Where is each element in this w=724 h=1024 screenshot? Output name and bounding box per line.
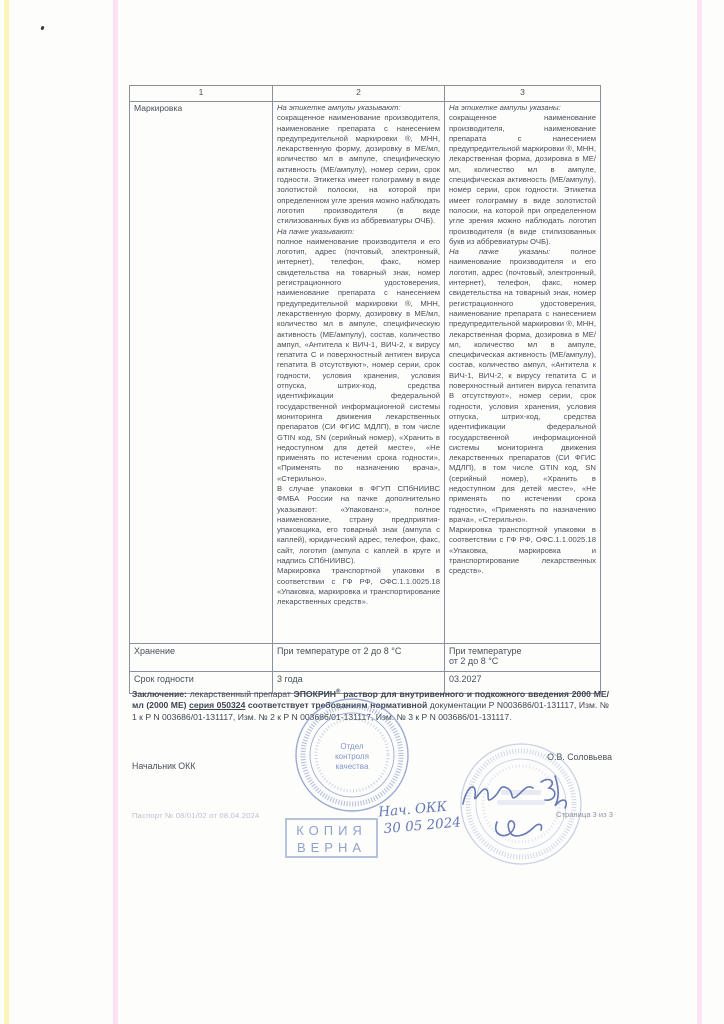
header-col-2: 2 bbox=[273, 86, 445, 102]
marking-label: Маркировка bbox=[130, 102, 273, 644]
header-col-3: 3 bbox=[445, 86, 601, 102]
handwritten-note bbox=[378, 798, 462, 839]
batch-number: серия 050324 bbox=[189, 700, 246, 711]
marking-col3-heading1: На этикетке ампулы указаны: bbox=[449, 103, 561, 112]
qc-stamp-text-2: контроля bbox=[335, 752, 369, 761]
marking-col3-heading2: На пачке указаны: bbox=[449, 247, 551, 257]
storage-col2: При температуре от 2 до 8 °С bbox=[273, 644, 445, 672]
storage-col3: При температуре от 2 до 8 °С bbox=[445, 644, 601, 672]
signer-position-title: Начальник ОКК bbox=[132, 761, 196, 771]
registered-mark: ® bbox=[335, 689, 341, 695]
marking-col2-heading2: На пачке указывают: bbox=[277, 226, 355, 236]
scan-speck bbox=[40, 26, 44, 31]
passport-reference: Паспорт № 08/01/02 от 08.04.2024 bbox=[132, 811, 260, 820]
marking-col2-cell bbox=[273, 102, 445, 644]
conclusion-paragraph: Заключение: лекарственный препарат ЭПОКРИН® раствор для внутривенного и подкожного введения 2000 МЕ/мл (2000 МЕ) серия 050324 соответствует требованиям нормативной документации Р N003686/01-131117, Изм. № 1 к Р N 003686/01-131117, Изм. № 2 к Р N 003686/01-131117, Изм. № 3 к Р N 003686/01-131117. bbox=[132, 688, 610, 723]
signer-name: О.В. Соловьева bbox=[547, 752, 612, 762]
page-indicator: Страница 3 из 3 bbox=[556, 810, 613, 819]
handwritten-note-line1: Нач. ОКК bbox=[377, 798, 448, 821]
handwritten-note-line2: 30 05 2024 bbox=[383, 814, 462, 838]
marking-col2-para3: В случае упаковки в ФГУП СПбНИИВС ФМБА России на пачке дополнительно указывают: «Упаковано:», полное наименование, страну предприятия-упаковщика, его товарный знак (ампула с каплей), юридический адрес, телефон, факс, сайт, логотип (ампула с каплей в круге и надпись СПбНИИВС). bbox=[277, 483, 440, 566]
header-col-1: 1 bbox=[130, 86, 273, 102]
scan-band-pink-right bbox=[697, 0, 702, 1024]
shelf-life-label: Срок годности bbox=[130, 672, 273, 694]
marking-col3-cell bbox=[445, 102, 601, 644]
marking-row bbox=[130, 102, 601, 644]
copy-stamp-line1: КОПИЯ bbox=[296, 823, 367, 838]
storage-label: Хранение bbox=[130, 644, 273, 672]
scan-band-yellow bbox=[4, 0, 9, 1024]
marking-table bbox=[129, 85, 601, 694]
marking-col3-para2: На пачке указаны: полное наименование производителя и его логотип, адрес (почтовый, электронный, интернет), телефон, факс, номер свидетельства на товарный знак, номер регистрационного удостоверения, наименование препарата с нанесением предупредительной маркировки ®, МНН, лекарственная форма, дозировка в МЕ/мл, количество мл в ампуле, специфическая активность (МЕ/ампулу), состав, количество ампул, «Антитела к ВИЧ-1, ВИЧ-2, к вирусу гепатита С и поверхностный антиген вируса гепатита В отсутствуют», номер серии, срок годности, условия хранения, условия отпуска, штрих-код, средства идентификации федеральной государственной информационной системы мониторинга движения лекарственных препаратов (СИ ФГИС МДЛП), в том числе GTIN код, SN (серийный номер), «Хранить в недоступном для детей месте», «Не применять по истечении срока годности», «Применять по назначению врача», «Стерильно». bbox=[449, 247, 597, 524]
marking-col2-para4: Маркировка транспортной упаковки в соответствии с ГФ РФ, ОФС.1.1.0025.18 «Упаковка, маркировка и транспортирование лекарственных средств». bbox=[277, 566, 440, 607]
conclusion-label: Заключение: bbox=[132, 688, 187, 699]
scan-band-pink-left bbox=[113, 0, 118, 1024]
table-header-row bbox=[130, 86, 601, 102]
copy-verna-stamp bbox=[285, 818, 378, 858]
signature-scribble bbox=[463, 776, 566, 836]
shelf-life-col2: 3 года bbox=[273, 672, 445, 694]
marking-col3-para3: Маркировка транспортной упаковки в соответствии с ГФ РФ, ОФС.1.1.0025.18 «Упаковка, маркировка и транспортирование лекарственных средств». bbox=[449, 525, 596, 576]
qc-stamp-text-1: Отдел bbox=[340, 742, 364, 751]
drug-name: ЭПОКРИН bbox=[293, 688, 336, 699]
marking-col3-para1: сокращенное наименование производителя, наименование препарата с нанесением предупредительной маркировки ®, МНН, лекарственная форма, дозировка в МЕ/мл, количество мл в ампуле, специфическая активность (МЕ/ампулу), номер серии, срок годности. Этикетка имеет голограмму в виде золотистой полоски, на которой при определенном угле зрения можно наблюдать логотип производителя (в виде стилизованных букв из аббревиатуры ОЧБ). bbox=[449, 113, 596, 246]
marking-col2-para1: сокращенное наименование производителя, наименование препарата с нанесением предупредительной маркировки ®, МНН, лекарственную форму, дозировку в МЕ/мл, количество мл в ампуле, специфическую активность (МЕ/ампулу), номер серии, срок годности. Этикетка имеет голограмму в виде золотистой полоски, на которой при определенном угле зрения можно наблюдать логотип производителя (в виде стилизованных букв из аббревиатуры ОЧБ). bbox=[277, 113, 440, 226]
marking-col2-heading1: На этикетке ампулы указывают: bbox=[277, 103, 401, 112]
shelf-life-col3: 03.2027 bbox=[445, 672, 601, 694]
marking-col2-para2: полное наименование производителя и его логотип, адрес (почтовый, электронный, интернет), телефон, факс, номер свидетельства на товарный знак, номер регистрационного удостоверения, наименование препарата с нанесением предупредительной маркировки ®, МНН, лекарственную форму, дозировку в МЕ/мл, количество мл в ампуле, специфическую активность (МЕ/ампулу), состав, количество ампул, «Антитела к ВИЧ-1, ВИЧ-2, к вирусу гепатита С и поверхностный антиген вируса гепатита В отсутствуют», номер серии, срок годности, условия хранения, условия отпуска, штрих-код, средства идентификации федеральной государственной информационной системы мониторинга движения лекарственных препаратов (СИ ФГИС МДЛП), в том числе GTIN код, SN (серийный номер), «Хранить в недоступном для детей месте», «Не применять по истечении срока годности», «Применять по назначению врача», «Стерильно». bbox=[277, 236, 440, 483]
storage-row bbox=[130, 644, 601, 672]
copy-stamp-line2: ВЕРНА bbox=[296, 840, 367, 855]
qc-stamp-text-3: качества bbox=[335, 762, 369, 771]
